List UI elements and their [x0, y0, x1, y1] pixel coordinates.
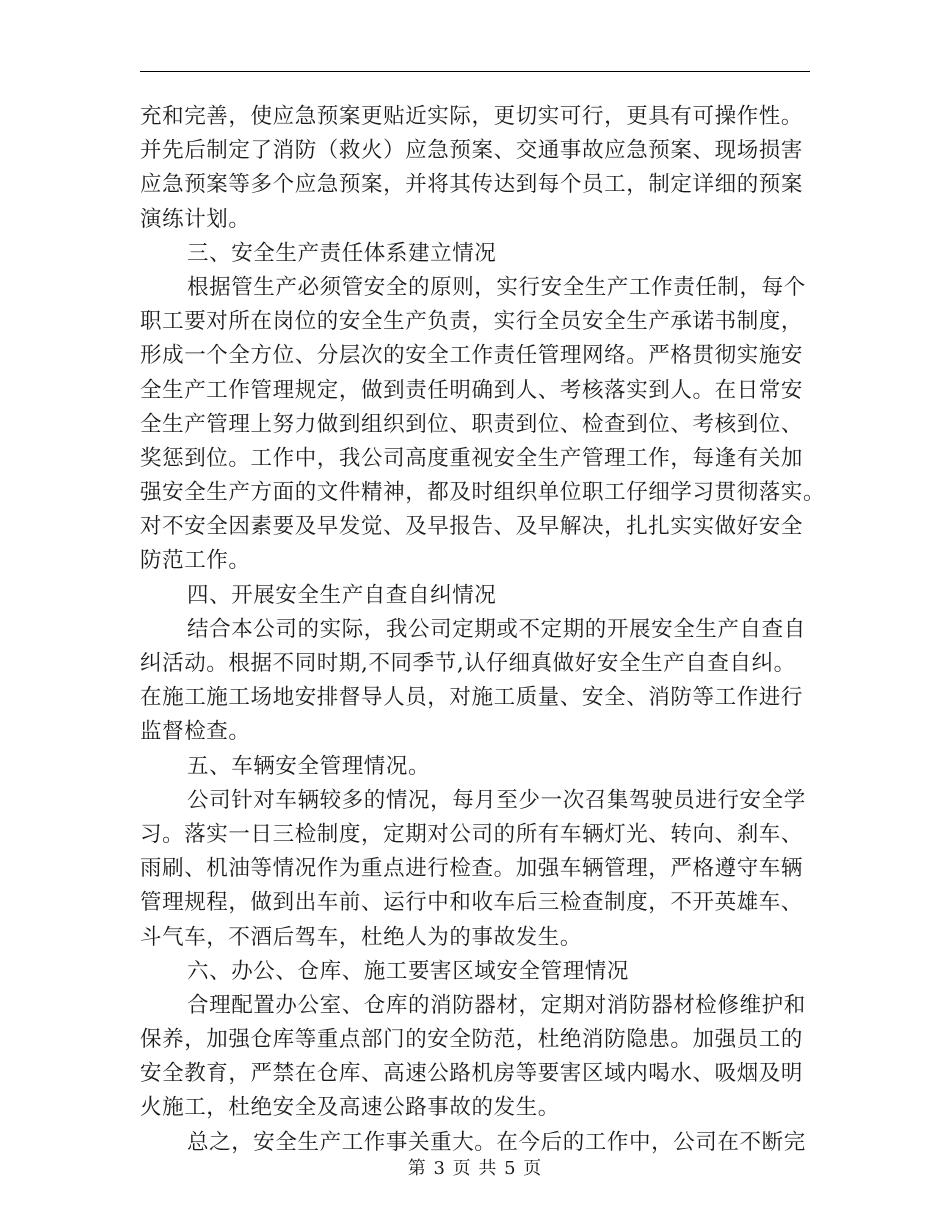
text-line: 形成一个全方位、分层次的安全工作责任管理网络。严格贯彻实施安	[140, 343, 804, 369]
text-line: 演练计划。	[140, 206, 251, 232]
text-line: 并先后制定了消防（救火）应急预案、交通事故应急预案、现场损害	[140, 138, 804, 164]
text-line: 管理规程，做到出车前、运行中和收车后三检查制度，不开英雄车、	[140, 890, 804, 916]
text-line: 充和完善，使应急预案更贴近实际，更切实可行，更具有可操作性。	[140, 104, 804, 129]
text-line: 应急预案等多个应急预案，并将其传达到每个员工，制定详细的预案	[140, 172, 804, 198]
text-line: 强安全生产方面的文件精神，都及时组织单位职工仔细学习贯彻落实。	[140, 480, 826, 506]
text-line: 全生产工作管理规定，做到责任明确到人、考核落实到人。在日常安	[140, 377, 804, 403]
text-line: 全生产管理上努力做到组织到位、职责到位、检查到位、考核到位、	[140, 411, 804, 437]
text-line: 结合本公司的实际，我公司定期或不定期的开展安全生产自查自	[187, 616, 806, 642]
text-line: 四、开展安全生产自查自纠情况	[187, 582, 497, 608]
text-line: 对不安全因素要及早发觉、及早报告、及早解决，扎扎实实做好安全	[140, 514, 804, 540]
document-body	[140, 100, 826, 1160]
text-line: 保养，加强仓库等重点部门的安全防范，杜绝消防隐患。加强员工的	[140, 1027, 804, 1053]
text-line: 火施工，杜绝安全及高速公路事故的发生。	[140, 1095, 560, 1121]
text-line: 在施工施工场地安排督导人员，对施工质量、安全、消防等工作进行	[140, 685, 804, 711]
page-number-footer: 第 3 页 共 5 页	[407, 1158, 543, 1179]
header-rule	[140, 71, 810, 72]
text-line: 雨刷、机油等情况作为重点进行检查。加强车辆管理，严格遵守车辆	[140, 856, 804, 882]
text-line: 防范工作。	[140, 548, 251, 574]
text-line: 习。落实一日三检制度，定期对公司的所有车辆灯光、转向、刹车、	[140, 821, 804, 847]
text-line: 公司针对车辆较多的情况，每月至少一次召集驾驶员进行安全学	[187, 787, 806, 813]
text-line: 根据管生产必须管安全的原则，实行安全生产工作责任制，每个	[187, 274, 806, 300]
text-line: 总之，安全生产工作事关重大。在今后的工作中，公司在不断完	[187, 1129, 806, 1155]
text-line: 职工要对所在岗位的安全生产负责，实行全员安全生产承诺书制度，	[140, 309, 804, 335]
text-line: 安全教育，严禁在仓库、高速公路机房等要害区域内喝水、吸烟及明	[140, 1061, 804, 1087]
text-line: 六、办公、仓库、施工要害区域安全管理情况	[187, 958, 630, 984]
text-line: 纠活动。根据不同时期,不同季节,认仔细真做好安全生产自查自纠。	[140, 651, 796, 676]
text-line: 奖惩到位。工作中，我公司高度重视安全生产管理工作，每逢有关加	[140, 445, 804, 471]
text-line: 斗气车，不酒后驾车，杜绝人为的事故发生。	[140, 924, 583, 950]
text-line: 监督检查。	[140, 719, 251, 745]
text-line: 三、安全生产责任体系建立情况	[187, 240, 497, 266]
text-line: 合理配置办公室、仓库的消防器材，定期对消防器材检修维护和	[187, 992, 806, 1018]
text-line: 五、车辆安全管理情况。	[187, 753, 431, 779]
